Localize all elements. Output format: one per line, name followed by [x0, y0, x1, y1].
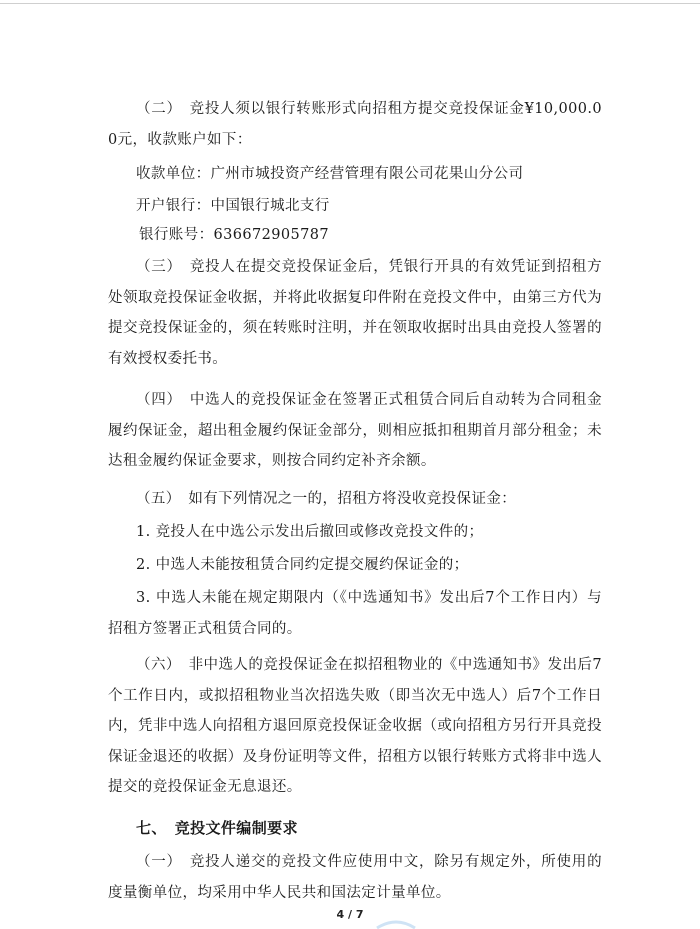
wave-decoration-icon: [375, 919, 417, 929]
paragraph-deposit: （二） 竞投人须以银行转账形式向招租方提交竞投保证金¥10,000.00元，收款账户如下：: [108, 101, 602, 148]
paragraph-language: （一） 竞投人递交的竞投文件应使用中文，除另有规定外，所使用的度量衡单位，均采用中华人民共和国法定计量单位。: [108, 854, 602, 901]
paragraph-forfeit: （五） 如有下列情况之一的，招租方将没收竞投保证金：: [136, 491, 517, 507]
top-rule: [0, 3, 700, 4]
list-item-2: 2. 中选人未能按租赁合同约定提交履约保证金的；: [136, 557, 469, 573]
paragraph-refund: （六） 非中选人的竞投保证金在拟招租物业的《中选通知书》发出后7个工作日内，或拟招租物业当次招选失败（即当次无中选人）后7个工作日内，凭非中选人向招租方退回原竞投保证金收据（或向招租方另行开具竞投保证金退还的收据）及身份证明等文件，招租方以银行转账方式将非中选人提交的竞投保证金无息退还。: [108, 657, 602, 795]
bank-line: 开户银行：中国银行城北支行: [136, 198, 330, 214]
account-line: 银行账号：636672905787: [139, 227, 330, 243]
paragraph-receipt: （三） 竞投人在提交竞投保证金后，凭银行开具的有效凭证到招租方处领取竞投保证金收据，并将此收据复印件附在竞投文件中，由第三方代为提交竞投保证金的，须在转账时注明，并在领取收据时出具由竞投人签署的有效授权委托书。: [108, 259, 602, 367]
payee-line: 收款单位：广州市城投资产经营管理有限公司花果山分公司: [136, 166, 524, 182]
section-heading-7: 七、 竞投文件编制要求: [136, 819, 298, 837]
paragraph-winner-deposit: （四） 中选人的竞投保证金在签署正式租赁合同后自动转为合同租金履约保证金，超出租金履约保证金部分，则相应抵扣租期首月部分租金；未达租金履约保证金要求，则按合同约定补齐余额。: [108, 392, 602, 469]
list-item-3: 3. 中选人未能在规定期限内（《中选通知书》发出后7个工作日内）与招租方签署正式租赁合同的。: [108, 590, 602, 637]
list-item-1: 1. 竞投人在中选公示发出后撤回或修改竞投文件的；: [136, 524, 484, 540]
page-number: 4 / 7: [336, 908, 364, 921]
